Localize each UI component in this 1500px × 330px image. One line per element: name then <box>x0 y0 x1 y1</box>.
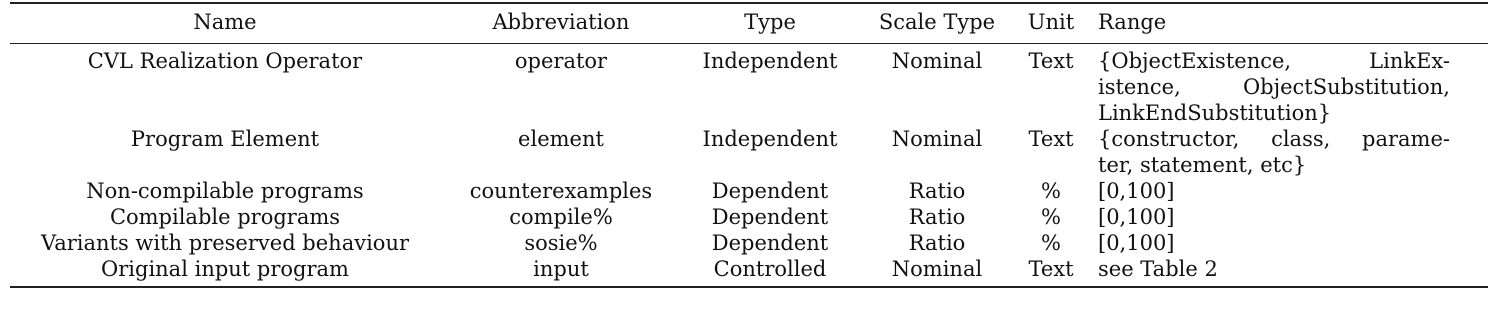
cell-unit: Text <box>1028 49 1074 73</box>
header-scale-type: Scale Type <box>878 10 996 34</box>
range-line: [0,100] <box>1098 231 1175 255</box>
cell-type: Dependent <box>711 205 829 229</box>
header-abbreviation: Abbreviation <box>492 10 630 34</box>
table-row <box>10 178 1488 204</box>
cell-scale-type: Nominal <box>891 257 983 281</box>
cell-type: Dependent <box>711 231 829 255</box>
cell-name: Variants with preserved behaviour <box>40 231 410 255</box>
cell-name: CVL Realization Operator <box>87 49 363 73</box>
variables-table-body <box>10 44 1488 282</box>
table-bottom-rule <box>10 286 1488 288</box>
range-line: ter, statement, etc} <box>1098 153 1307 177</box>
table-row <box>10 126 1488 178</box>
cell-range <box>1086 230 1488 256</box>
table-row <box>10 44 1488 126</box>
range-line: {constructor, class, parame- <box>1098 127 1450 151</box>
cell-abbreviation: counterexamples <box>469 179 653 203</box>
cell-scale-type: Ratio <box>908 205 966 229</box>
cell-scale-type: Nominal <box>891 127 983 151</box>
cell-scale-type: Ratio <box>908 231 966 255</box>
header-unit: Unit <box>1027 10 1075 34</box>
cell-range <box>1086 178 1488 204</box>
table-row <box>10 256 1488 282</box>
cell-scale-type: Nominal <box>891 49 983 73</box>
cell-type: Independent <box>702 49 838 73</box>
cell-range <box>1086 256 1488 282</box>
table-header-row <box>10 4 1488 39</box>
cell-name: Program Element <box>130 127 320 151</box>
cell-range <box>1086 204 1488 230</box>
variables-table-grid <box>10 4 1488 39</box>
cell-type: Independent <box>702 127 838 151</box>
cell-abbreviation: compile% <box>509 205 613 229</box>
cell-abbreviation: input <box>533 257 589 281</box>
cell-unit: Text <box>1028 257 1074 281</box>
header-name: Name <box>193 10 257 34</box>
cell-scale-type: Ratio <box>908 179 966 203</box>
cell-unit: % <box>1041 205 1061 229</box>
cell-abbreviation: sosie% <box>524 231 598 255</box>
cell-range <box>1086 126 1488 178</box>
table-row <box>10 204 1488 230</box>
variables-table <box>10 2 1488 288</box>
range-line: LinkEndSubstitution} <box>1098 101 1332 125</box>
cell-type: Controlled <box>713 257 827 281</box>
header-type: Type <box>744 10 796 34</box>
cell-abbreviation: operator <box>514 49 608 73</box>
cell-name: Non-compilable programs <box>86 179 364 203</box>
cell-name: Original input program <box>101 257 349 281</box>
cell-name: Compilable programs <box>109 205 341 229</box>
range-line: [0,100] <box>1098 205 1175 229</box>
range-line: {ObjectExistence, LinkEx- <box>1098 49 1450 73</box>
cell-unit: % <box>1041 179 1061 203</box>
cell-unit: % <box>1041 231 1061 255</box>
table-row <box>10 230 1488 256</box>
cell-abbreviation: element <box>518 127 604 151</box>
cell-range <box>1086 44 1488 126</box>
cell-type: Dependent <box>711 179 829 203</box>
range-line: istence, ObjectSubstitution, <box>1098 75 1450 99</box>
range-line: [0,100] <box>1098 179 1175 203</box>
header-range: Range <box>1098 10 1167 34</box>
range-line: see Table 2 <box>1098 257 1218 281</box>
cell-unit: Text <box>1028 127 1074 151</box>
